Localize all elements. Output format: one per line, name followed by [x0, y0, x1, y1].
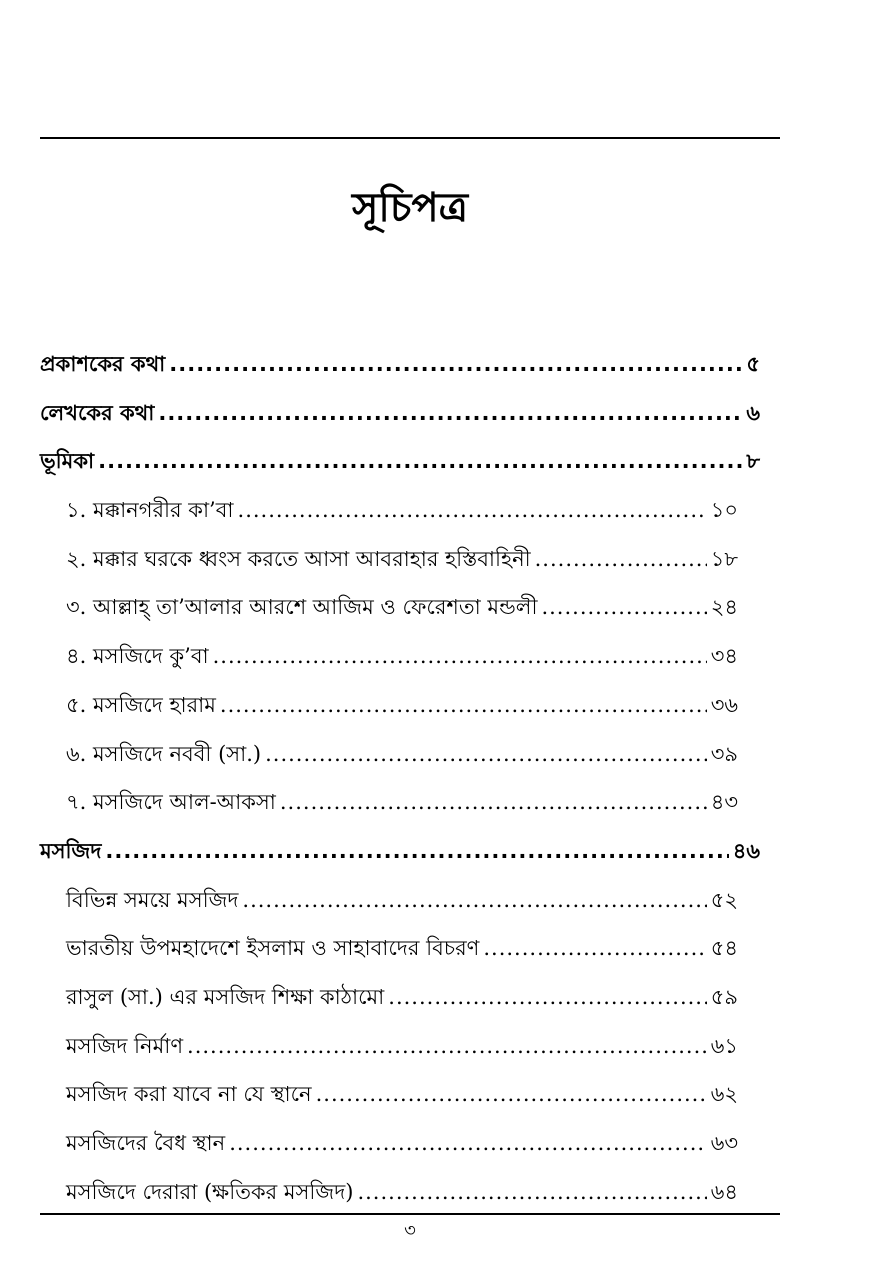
toc-subentry[interactable]: [40, 535, 760, 584]
toc-leader-dots: [229, 1119, 707, 1167]
toc-leader-dots: [242, 876, 706, 924]
toc-subentry[interactable]: [40, 1070, 760, 1119]
toc-entry[interactable]: [40, 340, 760, 389]
toc-leader-dots: [158, 389, 742, 437]
toc-leader-dots: [238, 486, 707, 534]
toc-entry-page: ৪৬: [732, 838, 760, 863]
toc-subentry[interactable]: [40, 924, 760, 973]
toc-entry-label: প্রকাশকের কথা: [40, 352, 166, 376]
toc-entry-page: ৫৯: [710, 984, 738, 1009]
toc-entry-label: মসজিদ: [40, 838, 102, 863]
toc-entry-page: ৮: [746, 449, 760, 474]
toc-entry[interactable]: [40, 437, 760, 486]
toc-subentry[interactable]: [40, 876, 760, 925]
toc-leader-dots: [169, 340, 742, 388]
toc-entry-page: ৩৪: [710, 644, 738, 669]
toc-entry-page: ৫৪: [710, 936, 738, 961]
toc-subentry[interactable]: [40, 681, 760, 730]
toc-leader-dots: [105, 827, 728, 875]
toc-subentry[interactable]: [40, 1168, 760, 1217]
toc-leader-dots: [213, 632, 707, 680]
toc-entry-page: ৩৬: [710, 692, 738, 717]
toc-entry-page: ৬২: [710, 1082, 738, 1107]
toc-entry-page: ২৪: [710, 595, 738, 620]
toc-subentry[interactable]: [40, 730, 760, 779]
toc-entry-label: মসজিদের বৈধ স্থান: [66, 1131, 226, 1155]
toc-entry-page: ৬১: [710, 1033, 738, 1058]
toc-entry-label: লেখকের কথা: [40, 400, 155, 425]
toc-entry-label: রাসুল (সা.) এর মসজিদ শিক্ষা কাঠামো: [66, 984, 385, 1009]
toc-leader-dots: [220, 681, 707, 729]
toc-leader-dots: [357, 1168, 706, 1216]
toc-entry-label: বিভিন্ন সময়ে মসজিদ: [66, 887, 239, 912]
toc-subentry[interactable]: [40, 632, 760, 681]
toc-entry-label: ভারতীয় উপমহাদেশে ইসলাম ও সাহাবাদের বিচরণ: [66, 936, 480, 961]
toc-entry-label: ভূমিকা: [40, 449, 95, 474]
toc-entry-page: ৬৩: [710, 1131, 738, 1155]
toc-leader-dots: [316, 1070, 707, 1118]
toc-subentry[interactable]: [40, 973, 760, 1022]
toc-entry-label: ৭. মসজিদে আল-আকসা: [66, 790, 276, 815]
toc-entry-label: ৪. মসজিদে কু’বা: [66, 644, 209, 669]
toc-entry-page: ৫২: [710, 887, 738, 912]
footer-page-number: ৩: [404, 1220, 416, 1241]
toc-leader-dots: [280, 778, 707, 826]
toc-entry-page: ১০: [710, 498, 738, 523]
toc-entry-page: ৩৯: [710, 741, 738, 766]
toc-leader-dots: [265, 730, 707, 778]
toc-leader-dots: [483, 924, 706, 972]
toc-entry-label: মসজিদে দেরারা (ক্ষতিকর মসজিদ): [66, 1179, 354, 1204]
toc-leader-dots: [535, 535, 707, 583]
toc-entry-label: মসজিদ করা যাবে না যে স্থানে: [66, 1082, 312, 1107]
toc-entry-page: ১৮: [710, 546, 738, 571]
toc-entry-label: ২. মক্কার ঘরকে ধ্বংস করতে আসা আবরাহার হস্তিবাহিনী: [66, 546, 531, 571]
toc-leader-dots: [187, 1022, 707, 1070]
table-of-contents: [40, 340, 760, 1216]
toc-entry-label: ১. মক্কানগরীর কা’বা: [66, 498, 234, 523]
toc-entry-label: ৫. মসজিদে হারাম: [66, 692, 216, 717]
toc-subentry[interactable]: [40, 486, 760, 535]
toc-leader-dots: [388, 973, 706, 1021]
toc-leader-dots: [98, 437, 742, 485]
toc-entry[interactable]: [40, 827, 760, 876]
toc-entry-page: ৬: [746, 400, 760, 425]
toc-entry-page: ৫: [746, 352, 760, 376]
toc-subentry[interactable]: [40, 1119, 760, 1168]
toc-subentry[interactable]: [40, 583, 760, 632]
toc-entry-page: ৪৩: [710, 790, 738, 815]
toc-subentry[interactable]: [40, 778, 760, 827]
toc-entry[interactable]: [40, 389, 760, 438]
toc-entry-label: মসজিদ নির্মাণ: [66, 1033, 184, 1058]
page-title: সূচিপত্র: [352, 185, 468, 231]
toc-entry-label: ৬. মসজিদে নববী (সা.): [66, 741, 262, 766]
toc-entry-page: ৬৪: [710, 1179, 738, 1204]
toc-leader-dots: [541, 583, 706, 631]
header-rule: [40, 137, 780, 139]
footer-rule: [40, 1213, 780, 1215]
toc-subentry[interactable]: [40, 1022, 760, 1071]
toc-entry-label: ৩. আল্লাহ্ তা’আলার আরশে আজিম ও ফেরেশতা মন্ডলী: [66, 595, 538, 620]
